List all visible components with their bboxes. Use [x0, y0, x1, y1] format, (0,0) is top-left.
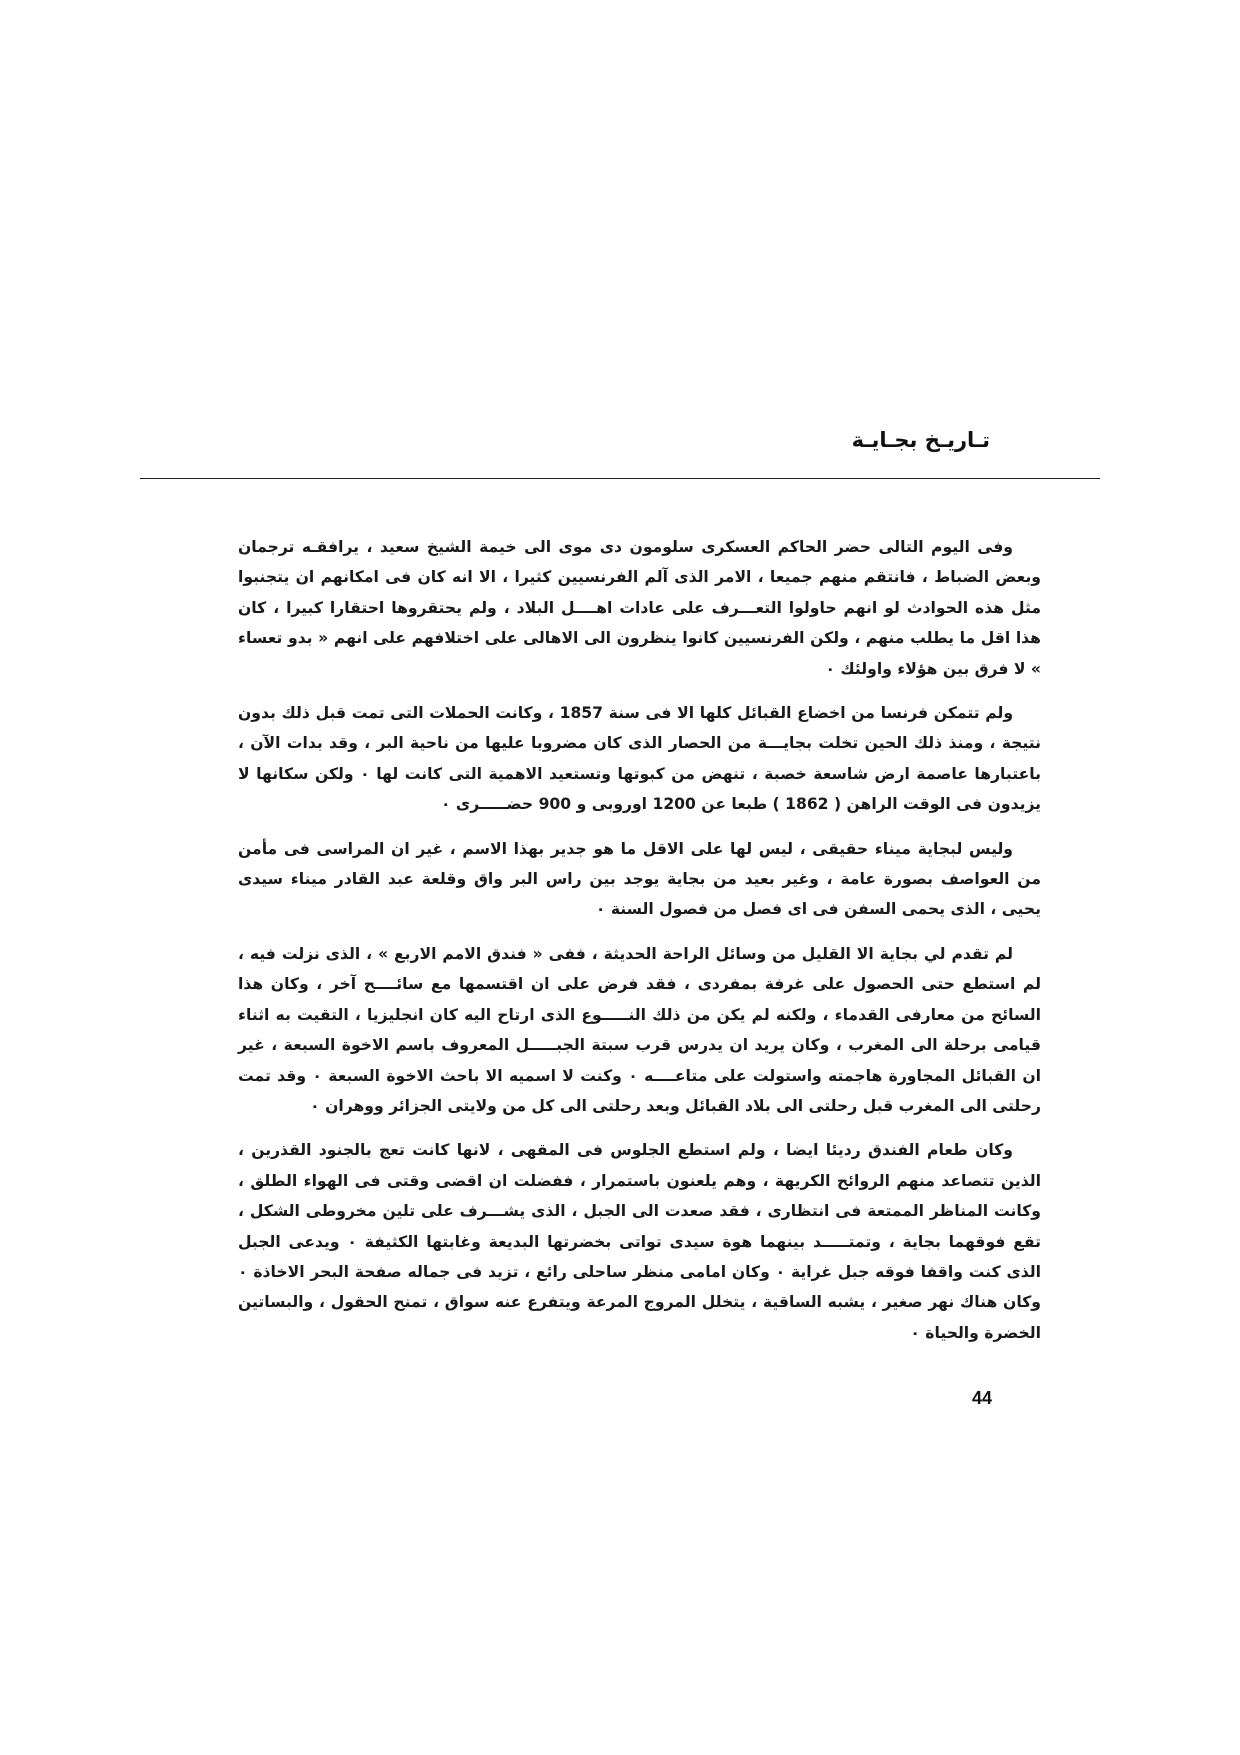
paragraph: لم تقدم لي بجاية الا القليل من وسائل الراحة الحديثة ، ففى « فندق الامم الاربع » ، الذى نزلت فيه ، لم استطع حتى الحصول على غرفة بمفردى ، فقد فرض على ان اقتسمها مع سائــــح آخر ، وكان هذا السائح من معارفى القدماء ، ولكنه لم يكن من ذلك النـــــوع الذى ارتاح اليه كان انجليزيا ، التقيت به اثناء قيامى برحلة الى المغرب ، وكان يريد ان يدرس قرب سبتة الجبـــــل المعروف باسم الاخوة السبعة ، غير ان القبائل المجاورة هاجمته واستولت على متاعــــه ٠ وكنت لا اسميه الا باحث الاخوة السبعة ٠ وقد تمت رحلتى الى المغرب قبل رحلتى الى بلاد القبائل وبعد رحلتى الى كل من ولايتى الجزائر ووهران ٠: [238, 944, 1041, 1115]
paragraph: وفى اليوم التالى حضر الحاكم العسكرى سلومون دى موى الى خيمة الشيخ سعيد ، يرافقـه ترجمان وبعض الضباط ، فانتقم منهم جميعا ، الامر الذى آلم الفرنسيين كثيرا ، الا انه كان فى امكانهم ان يتجنبوا مثل هذه الحوادث لو انهم حاولوا التعـــرف على عادات اهــــل البلاد ، ولم يحتقروها احتقارا كبيرا ، كان هذا اقل ما يطلب منهم ، ولكن الفرنسيين كانوا ينظرون الى الاهالى على اختلافهم على انهم « بدو تعساء » لا فرق بين هؤلاء واولئك ٠: [238, 538, 1041, 678]
running-header-title: تـاريـخ بجـايـة: [851, 428, 990, 452]
paragraph: وليس لبجاية ميناء حقيقى ، ليس لها على الاقل ما هو جدير بهذا الاسم ، غير ان المراسى فى مأمن من العواصف بصورة عامة ، وغير بعيد من بجاية يوجد بين راس البر واق وقلعة عبد القادر ميناء سيدى يحيى ، الذى يحمى السفن فى اى فصل من فصول السنة ٠: [238, 839, 1041, 919]
paragraph: ولم تتمكن فرنسا من اخضاع القبائل كلها الا فى سنة 1857 ، وكانت الحملات التى تمت قبل ذلك بدون نتيجة ، ومنذ ذلك الحين تخلت بجايـــة من الحصار الذى كان مضروبا عليها من ناحية البر ، وقد بدات الآن ، باعتبارها عاصمة ارض شاسعة خصبة ، تنهض من كبوتها وتستعيد الاهمية التى كانت لها ٠ ولكن سكانها لا يزيدون فى الوقت الراهن ( 1862 ) طبعا عن 1200 اوروبى و 900 حضـــــرى ٠: [238, 704, 1042, 814]
body-text: [238, 532, 1041, 1362]
header-divider: [140, 478, 1100, 479]
paragraph: وكان طعام الفندق رديئا ايضا ، ولم استطع الجلوس فى المقهى ، لانها كانت تعج بالجنود القذرين ، الذين تتصاعد منهم الروائح الكريهة ، وهم يلعنون باستمرار ، ففضلت ان اقضى وقتى فى الهواء الطلق ، وكانت المناظر الممتعة فى انتظارى ، فقد صعدت الى الجبل ، الذى يشـــرف على تلين مخروطى الشكل ، تقع فوقهما بجاية ، وتمتـــــد بينهما هوة سيدى تواتى بخضرتها البديعة وغابتها الكثيفة ٠ ويدعى الجبل الذى كنت واقفا فوقه جبل غراية ٠ وكان امامى منظر ساحلى رائع ، تزيد فى جماله صفحة البحر الاخاذة ٠ وكان هناك نهر صغير ، يشبه الساقية ، يتخلل المروج المرعة ويتفرع عنه سواق ، تمنح الحقول ، والبساتين الخضرة والحياة ٠: [238, 1141, 1041, 1342]
page-number: 44: [972, 1388, 993, 1408]
